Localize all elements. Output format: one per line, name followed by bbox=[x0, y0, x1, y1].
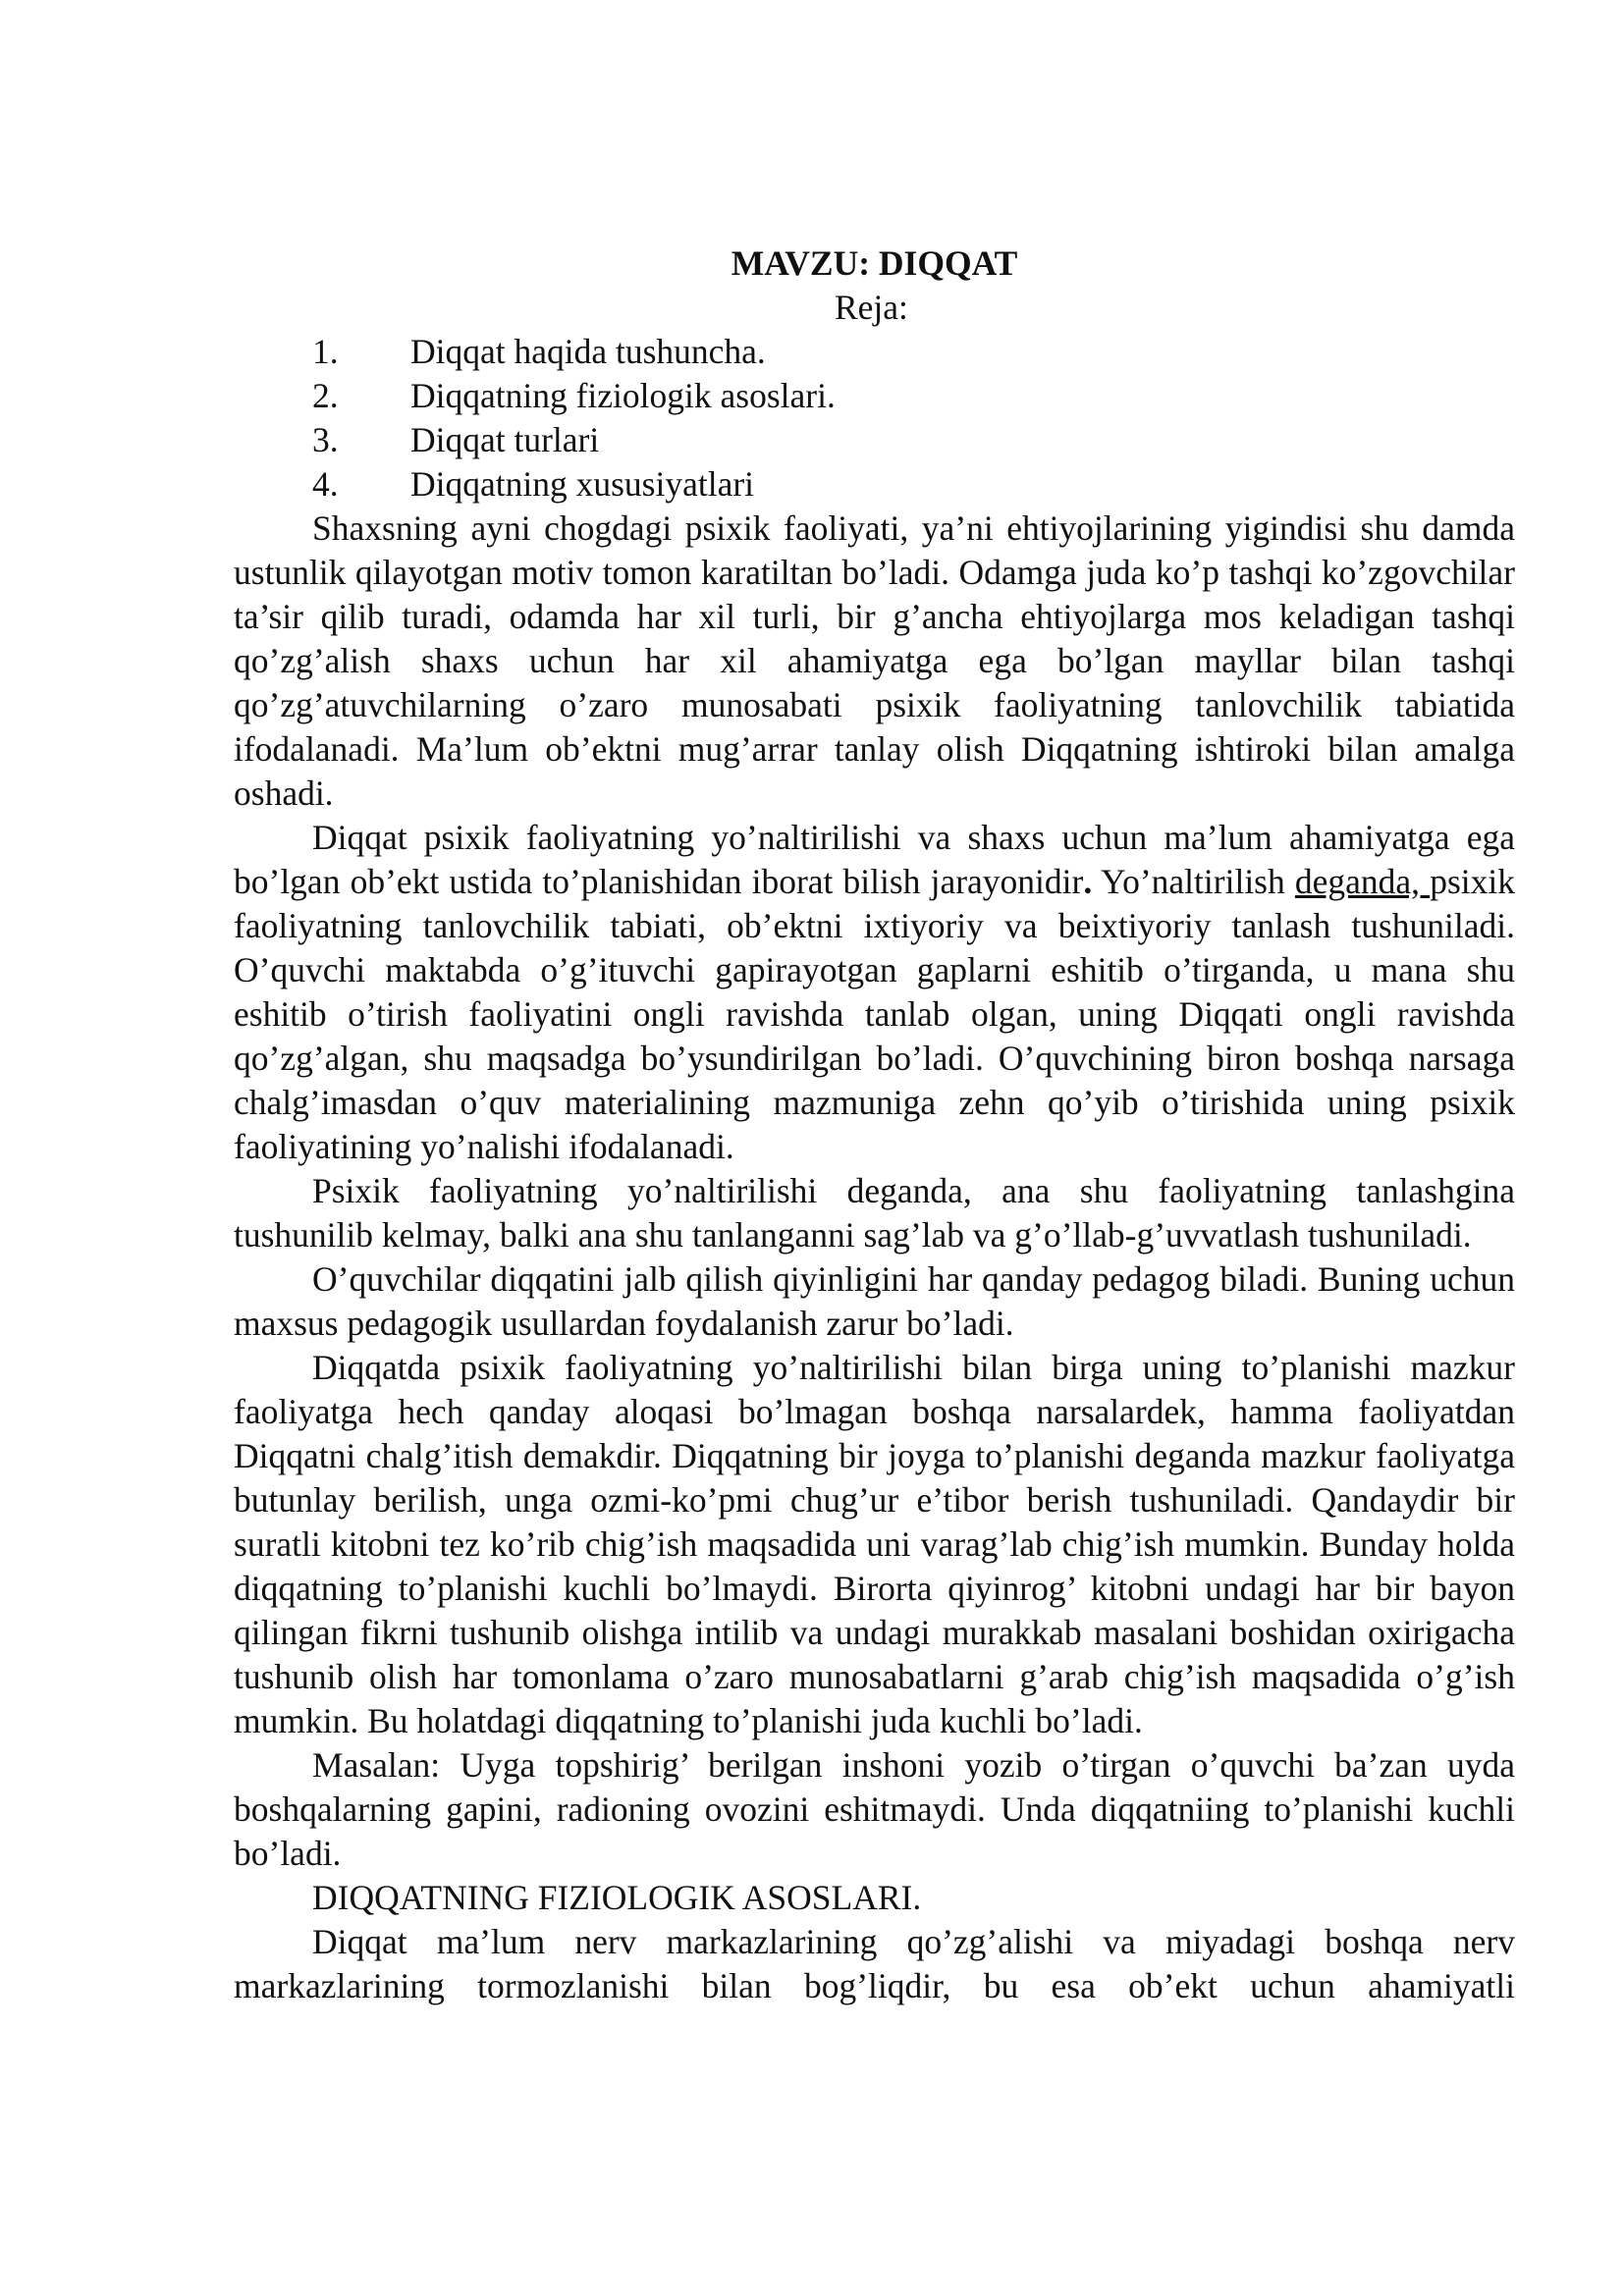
plan-item-number: 4. bbox=[312, 464, 339, 504]
document-title: MAVZU: DIQQAT bbox=[731, 243, 1018, 283]
paragraph-definition-part-b: Yo’naltirilish bbox=[1092, 862, 1295, 901]
plan-label: Reja: bbox=[835, 288, 908, 327]
plan-item bbox=[234, 462, 1515, 507]
plan-item-number: 2. bbox=[312, 376, 339, 415]
paragraph-definition-bold-dot: . bbox=[1083, 862, 1093, 901]
plan-item bbox=[234, 374, 1515, 418]
plan-item-number: 1. bbox=[312, 332, 339, 371]
paragraph-intro: Shaxsning ayni chogdagi psixik faoliyati, ya’ni ehtiyojlarining yigindisi shu damda ustunlik qilayotgan motiv tomon karatiltan bo’ladi. Odamga juda ko’p tashqi ko’zgovchilar ta’sir qilib turadi, odamda har xil turli, bir g’ancha ehtiyojlarga mos keladigan tashqi qo’zg’alish shaxs uchun har xil ahamiyatga ega bo’lgan mayllar bilan tashqi qo’zg’atuvchilarning o’zaro munosabati psixik faoliyatning tanlovchilik tabiatida ifodalanadi. Ma’lum ob’ektni mug’arrar tanlay olish Diqqatning ishtiroki bilan amalga oshadi. bbox=[234, 508, 1515, 813]
plan-item bbox=[234, 418, 1515, 462]
paragraph-definition-underlined: deganda, bbox=[1294, 862, 1431, 901]
plan-item-text: Diqqatning fiziologik asoslari. bbox=[410, 376, 836, 415]
paragraph-physiology: Diqqat ma’lum nerv markazlarining qo’zg’alishi va miyadagi boshqa nerv markazlarining tormozlanishi bilan bog’liqdir, bu esa ob’ekt uchun ahamiyatli bbox=[234, 1922, 1515, 2005]
section-heading-physiology: DIQQATNING FIZIOLOGIK ASOSLARI. bbox=[312, 1878, 922, 1917]
plan-item-text: Diqqat haqida tushuncha. bbox=[410, 332, 766, 371]
paragraph-definition-part-a: Diqqat psixik faoliyatning yo’naltirilishi va shaxs uchun ma’lum ahamiyatga ega bo’lgan ob’ekt ustida to’planishidan iborat bilish jarayonidir bbox=[234, 818, 1515, 901]
plan-item-text: Diqqatning xususiyatlari bbox=[410, 464, 755, 504]
paragraph-direction: Psixik faoliyatning yo’naltirilishi deganda, ana shu faoliyatning tanlashgina tushunilib kelmay, balki ana shu tanlanganni sag’lab va g’o’llab-g’uvvatlash tushuniladi. bbox=[234, 1171, 1515, 1255]
paragraph-attention-students: O’quvchilar diqqatini jalb qilish qiyinligini har qanday pedagog biladi. Buning uchun maxsus pedagogik usullardan foydalanish zarur bo’ladi. bbox=[234, 1259, 1515, 1343]
plan-item-text: Diqqat turlari bbox=[410, 420, 600, 459]
plan-list bbox=[234, 330, 1515, 507]
paragraph-definition bbox=[234, 816, 1515, 1169]
paragraph-definition-part-c: psixik faoliyatning tanlovchilik tabiati, ob’ektni ixtiyoriy va beixtiyoriy tanlash tushuniladi. O’quvchi maktabda o’g’ituvchi gapirayotgan gaplarni eshitib o’tirganda, u mana shu eshitib o’tirish faoliyatini ongli ravishda tanlab olgan, uning Diqqati ongli ravishda qo’zg’algan, shu maqsadga bo’ysundirilgan bo’ladi. O’quvchining biron boshqa narsaga chalg’imasdan o’quv materialining mazmuniga zehn qo’yib o’tirishida uning psixik faoliyatining yo’nalishi ifodalanadi. bbox=[234, 862, 1515, 1166]
document-page bbox=[234, 241, 1515, 2008]
plan-item-number: 3. bbox=[312, 420, 339, 459]
plan-item bbox=[234, 330, 1515, 374]
paragraph-concentration: Diqqatda psixik faoliyatning yo’naltirilishi bilan birga uning to’planishi mazkur faoliyatga hech qanday aloqasi bo’lmagan boshqa narsalardek, hamma faoliyatdan Diqqatni chalg’itish demakdir. Diqqatning bir joyga to’planishi deganda mazkur faoliyatga butunlay berilish, unga ozmi-ko’pmi chug’ur e’tibor berish tushuniladi. Qandaydir bir suratli kitobni tez ko’rib chig’ish maqsadida uni varag’lab chig’ish mumkin. Bunday holda diqqatning to’planishi kuchli bo’lmaydi. Birorta qiyinrog’ kitobni undagi har bir bayon qilingan fikrni tushunib olishga intilib va undagi murakkab masalani boshidan oxirigacha tushunib olish har tomonlama o’zaro munosabatlarni g’arab chig’ish maqsadida o’g’ish mumkin. Bu holatdagi diqqatning to’planishi juda kuchli bo’ladi. bbox=[234, 1348, 1515, 1740]
paragraph-example: Masalan: Uyga topshirig’ berilgan inshoni yozib o’tirgan o’quvchi ba’zan uyda boshqalarning gapini, radioning ovozini eshitmaydi. Unda diqqatniing to’planishi kuchli bo’ladi. bbox=[234, 1745, 1515, 1873]
